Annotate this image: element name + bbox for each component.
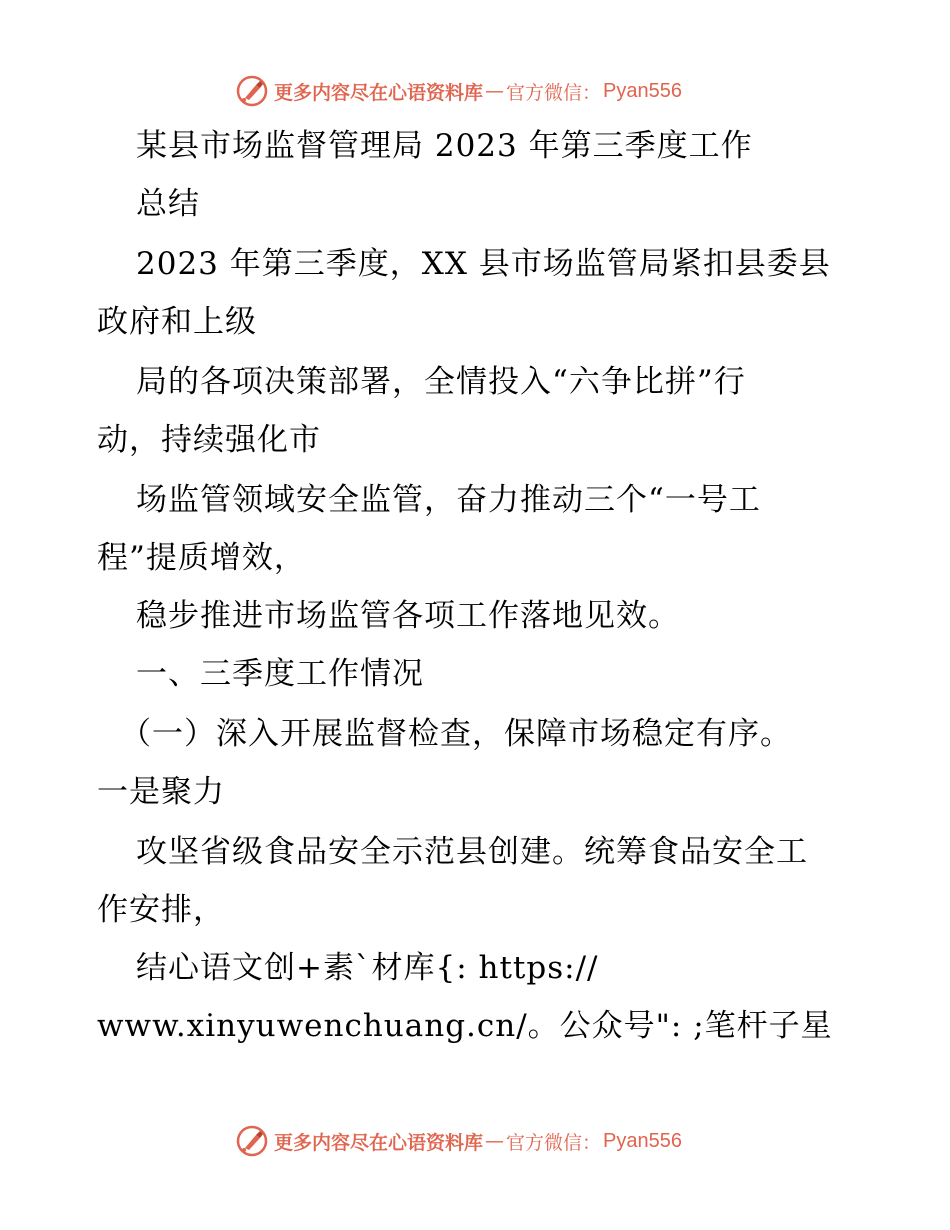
- paragraph-line: 作安排，: [97, 892, 225, 928]
- paragraph-line: 程”提质增效，: [97, 540, 306, 576]
- subsection-heading: （一）深入开展监督检查，保障市场稳定有序。: [120, 716, 792, 752]
- footer-banner: [236, 1124, 682, 1158]
- banner-separator: —: [485, 1130, 505, 1152]
- paragraph-line: 动，持续强化市: [97, 422, 321, 458]
- banner-wechat-id: Pyan556: [603, 1129, 682, 1152]
- document-title-line-1: 某县市场监督管理局 2023 年第三季度工作: [136, 128, 753, 164]
- paragraph-line: 场监管领域安全监管，奋力推动三个“一号工: [136, 482, 761, 518]
- banner-wechat-label: 官方微信：: [506, 1131, 602, 1154]
- banner-slogan: 更多内容尽在心语资料库: [274, 1131, 484, 1154]
- document-title-line-2: 总结: [136, 186, 200, 222]
- paragraph-line: 稳步推进市场监管各项工作落地见效。: [136, 598, 680, 634]
- paragraph-line: 局的各项决策部署，全情投入“六争比拼”行: [136, 364, 746, 400]
- section-heading: 一、三季度工作情况: [136, 656, 424, 692]
- paragraph-line: 政府和上级: [97, 304, 257, 340]
- banner-wechat-id: Pyan556: [603, 79, 682, 102]
- brush-logo-icon: [236, 1125, 268, 1157]
- paragraph-line: 攻坚省级食品安全示范县创建。统筹食品安全工: [136, 834, 808, 870]
- paragraph-line: www.xinyuwenchuang.cn/。公众号": ;笔杆子星: [97, 1008, 833, 1044]
- banner-wechat-label: 官方微信：: [506, 81, 602, 104]
- banner-slogan: 更多内容尽在心语资料库: [274, 81, 484, 104]
- paragraph-line: 2023 年第三季度，XX 县市场监管局紧扣县委县: [136, 246, 831, 282]
- paragraph-line: 一是聚力: [97, 774, 225, 810]
- paragraph-line: 结心语文创+素`材库{: https://: [136, 950, 599, 986]
- banner-separator: —: [485, 80, 505, 102]
